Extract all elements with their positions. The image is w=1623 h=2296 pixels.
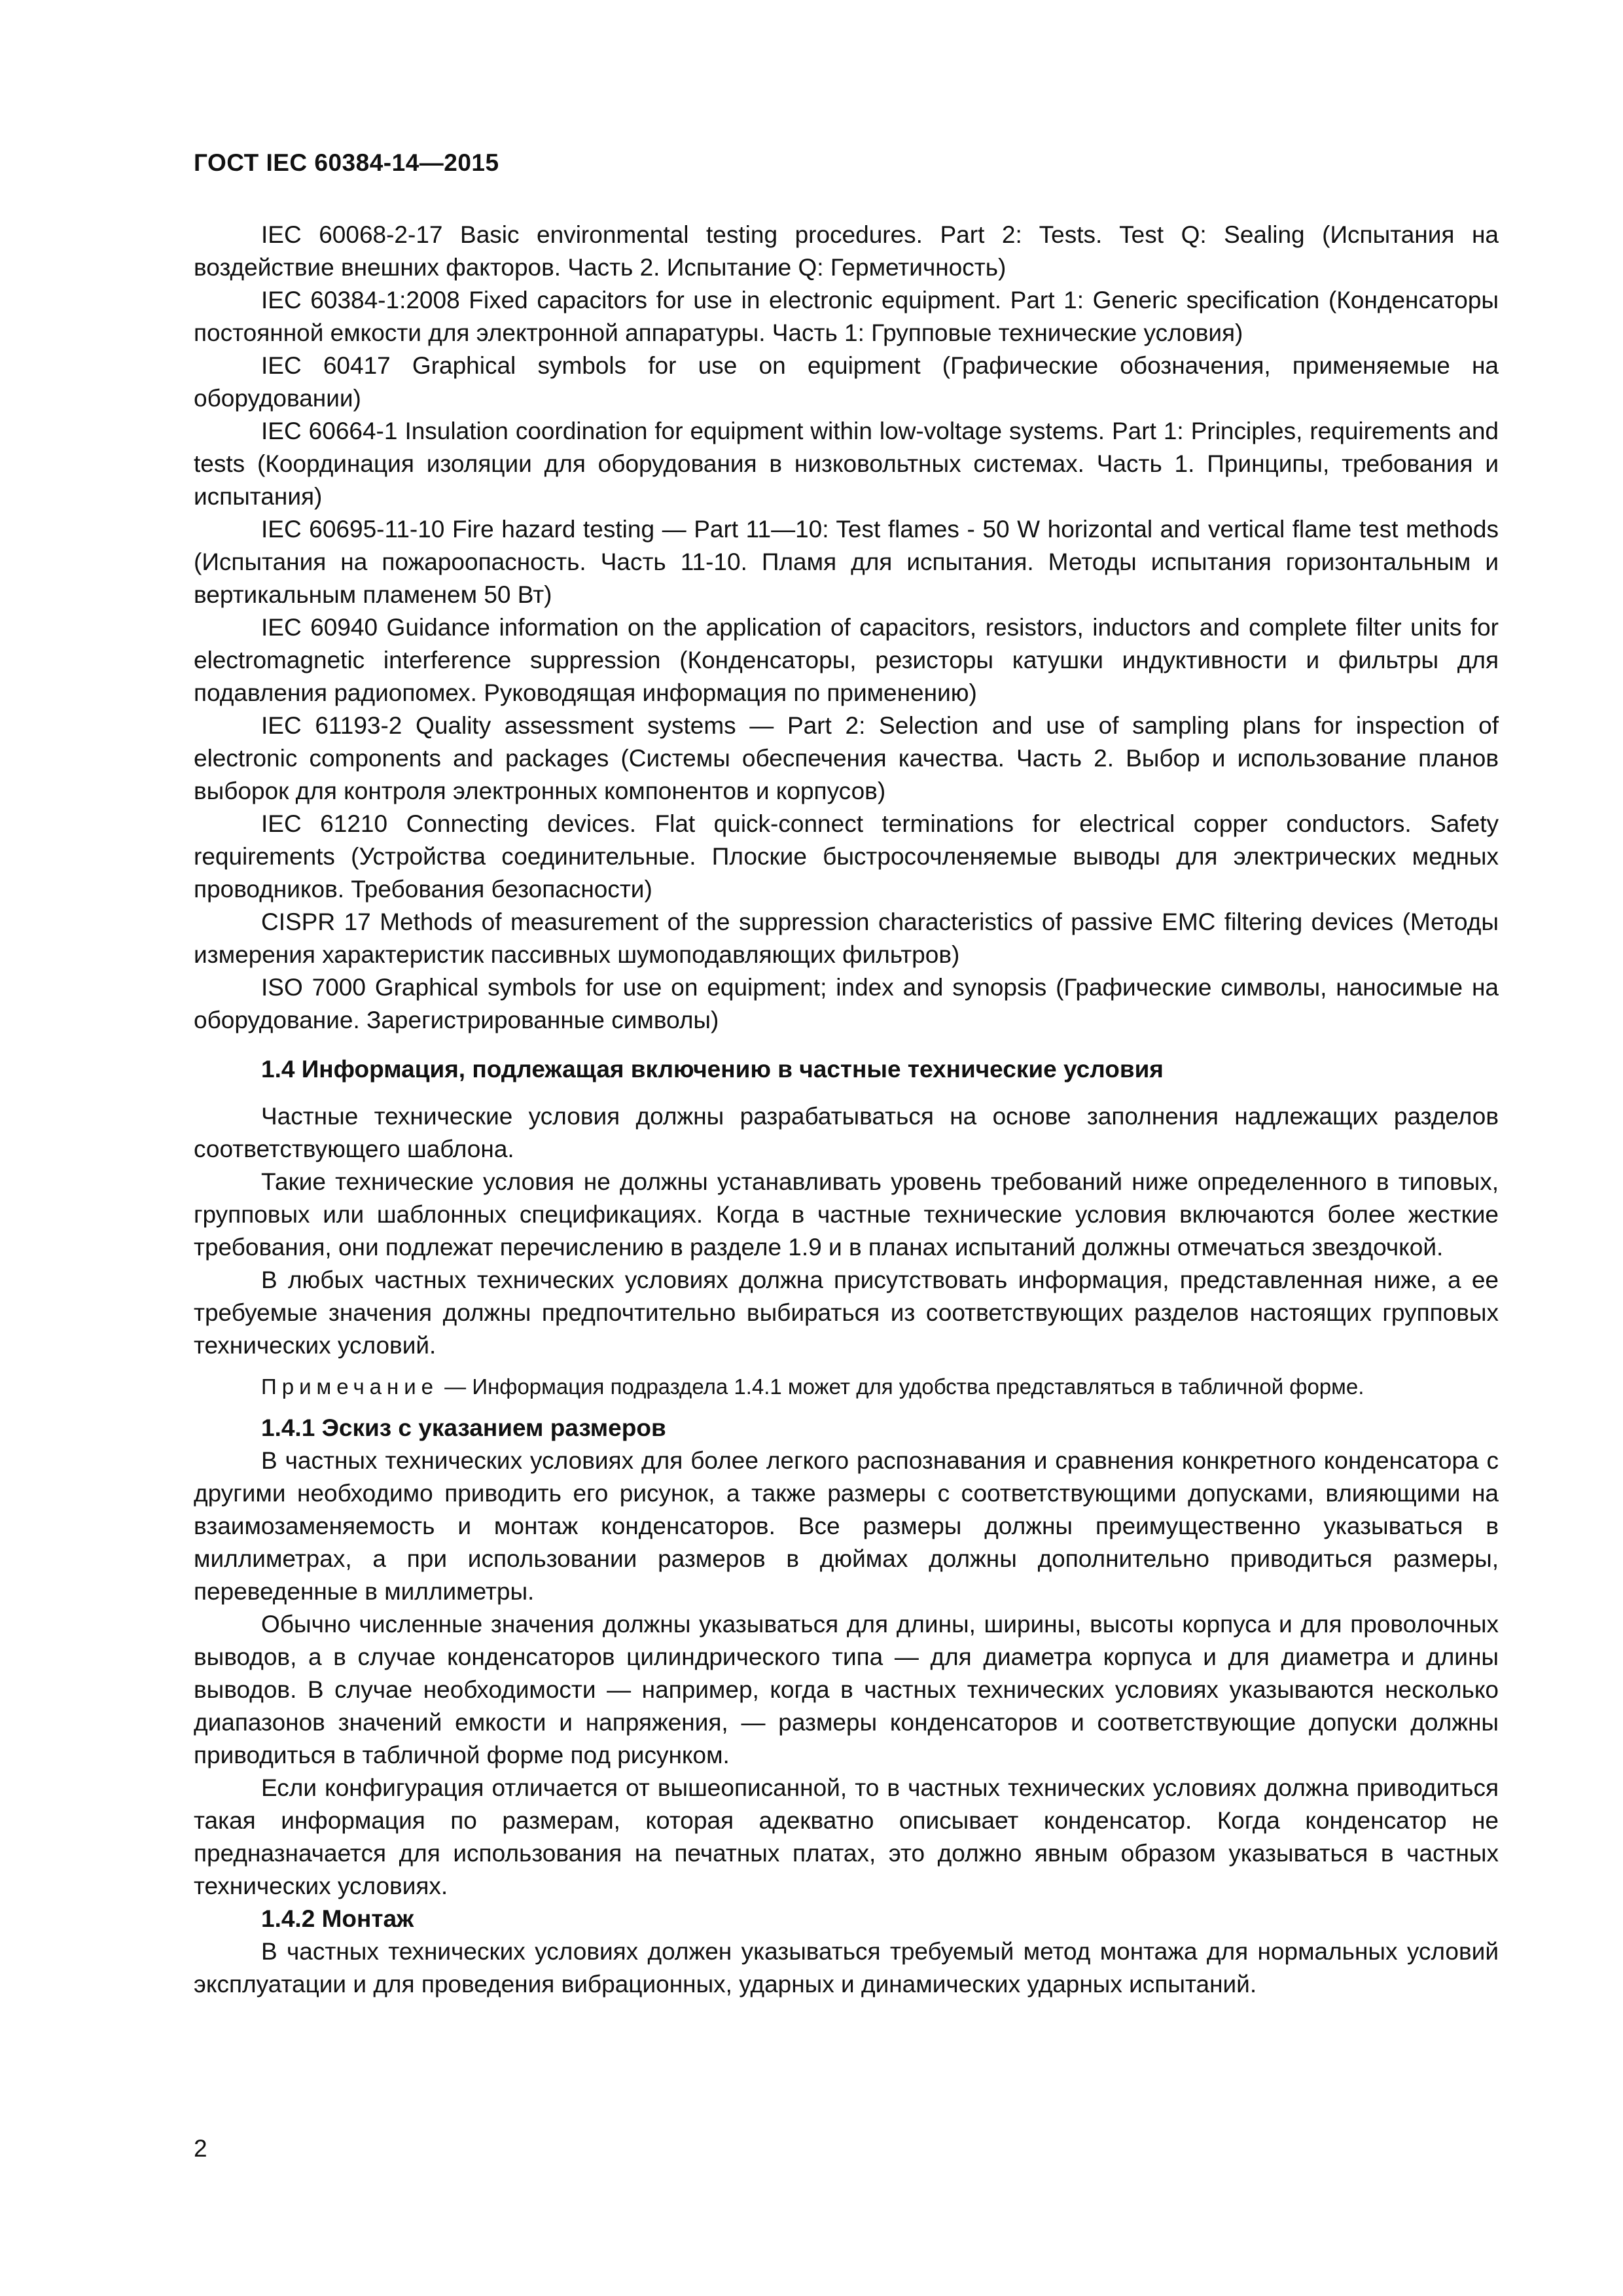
paragraph: Если конфигурация отличается от вышеописанной, то в частных технических условиях должна приводиться такая информация по размерам, которая адекватно описывает конденсатор. Когда конденсатор не предназначается для использования на печатных платах, это должно явным образом указываться в частных технических условиях.	[194, 1774, 1499, 1899]
section-heading-1-4: 1.4 Информация, подлежащая включению в частные технические условия	[261, 1056, 1164, 1083]
reference-item: IEC 60695-11-10 Fire hazard testing — Part 11—10: Test flames - 50 W horizontal and vertical flame test methods (Испытания на пожароопасность. Часть 11-10. Пламя для испытания. Методы испытания горизонтальным и вертикальным пламенем 50 Вт)	[194, 516, 1499, 608]
note	[194, 1371, 1499, 1403]
reference-item: IEC 61193-2 Quality assessment systems — Part 2: Selection and use of sampling plans for inspection of electronic components and packages (Системы обеспечения качества. Часть 2. Выбор и использование планов выборок для контроля электронных компонентов и корпусов)	[194, 712, 1499, 804]
reference-item: CISPR 17 Methods of measurement of the suppression characteristics of passive EMC filtering devices (Методы измерения характеристик пассивных шумоподавляющих фильтров)	[194, 908, 1499, 968]
reference-item: IEC 60664-1 Insulation coordination for equipment within low-voltage systems. Part 1: Principles, requirements and tests (Координация изоляции для оборудования в низковольтных системах. Часть 1. Принципы, требования и испытания)	[194, 418, 1499, 510]
reference-item: ISO 7000 Graphical symbols for use on equipment; index and synopsis (Графические символы, наносимые на оборудование. Зарегистрированные символы)	[194, 974, 1499, 1033]
paragraph: Частные технические условия должны разрабатываться на основе заполнения надлежащих разделов соответствующего шаблона.	[194, 1103, 1499, 1162]
paragraph: В любых частных технических условиях должна присутствовать информация, представленная ниже, а ее требуемые значения должны предпочтительно выбираться из соответствующих разделов настоящих групповых технических условий.	[194, 1266, 1499, 1359]
note-label: Примечание	[261, 1374, 439, 1399]
note-text: — Информация подраздела 1.4.1 может для удобства представляться в табличной форме.	[438, 1374, 1364, 1399]
paragraph: В частных технических условиях должен указываться требуемый метод монтажа для нормальных условий эксплуатации и для проведения вибрационных, ударных и динамических ударных испытаний.	[194, 1938, 1499, 1998]
paragraph: В частных технических условиях для более легкого распознавания и сравнения конкретного конденсатора с другими необходимо приводить его рисунок, а также размеры с соответствующими допусками, влияющими на взаимозаменяемость и монтаж конденсаторов. Все размеры должны преимущественно указываться в миллиметрах, а при использовании размеров в дюймах должны дополнительно приводиться размеры, переведенные в миллиметры.	[194, 1447, 1499, 1605]
document-header: ГОСТ IEC 60384-14—2015	[194, 149, 499, 176]
reference-item: IEC 60068-2-17 Basic environmental testing procedures. Part 2: Tests. Test Q: Sealing (Испытания на воздействие внешних факторов. Часть 2. Испытание Q: Герметичность)	[194, 221, 1499, 281]
reference-item: IEC 60940 Guidance information on the application of capacitors, resistors, inductors and complete filter units for electromagnetic interference suppression (Конденсаторы, резисторы катушки индуктивности и фильтры для подавления радиопомех. Руководящая информация по применению)	[194, 614, 1499, 706]
page-number: 2	[194, 2135, 207, 2162]
section-heading-1-4-1: 1.4.1 Эскиз с указанием размеров	[261, 1414, 666, 1441]
reference-item: IEC 61210 Connecting devices. Flat quick-connect terminations for electrical copper conductors. Safety requirements (Устройства соединительные. Плоские быстросочленяемые выводы для электрических медных проводников. Требования безопасности)	[194, 810, 1499, 903]
page-content	[194, 219, 1499, 2001]
paragraph: Обычно численные значения должны указываться для длины, ширины, высоты корпуса и для проволочных выводов, а в случае конденсаторов цилиндрического типа — для диаметра корпуса и для диаметра и длины выводов. В случае необходимости — например, когда в частных технических условиях указываются несколько диапазонов значений емкости и напряжения, — размеры конденсаторов и соответствующие допуски должны приводиться в табличной форме под рисунком.	[194, 1611, 1499, 1768]
section-heading-1-4-2: 1.4.2 Монтаж	[261, 1905, 414, 1932]
reference-item: IEC 60417 Graphical symbols for use on equipment (Графические обозначения, применяемые на оборудовании)	[194, 352, 1499, 412]
reference-item: IEC 60384-1:2008 Fixed capacitors for use in electronic equipment. Part 1: Generic specification (Конденсаторы постоянной емкости для электронной аппаратуры. Часть 1: Групповые технические условия)	[194, 287, 1499, 346]
paragraph: Такие технические условия не должны устанавливать уровень требований ниже определенного в типовых, групповых или шаблонных спецификациях. Когда в частные технические условия включаются более жесткие требования, они подлежат перечислению в разделе 1.9 и в планах испытаний должны отмечаться звездочкой.	[194, 1168, 1499, 1261]
